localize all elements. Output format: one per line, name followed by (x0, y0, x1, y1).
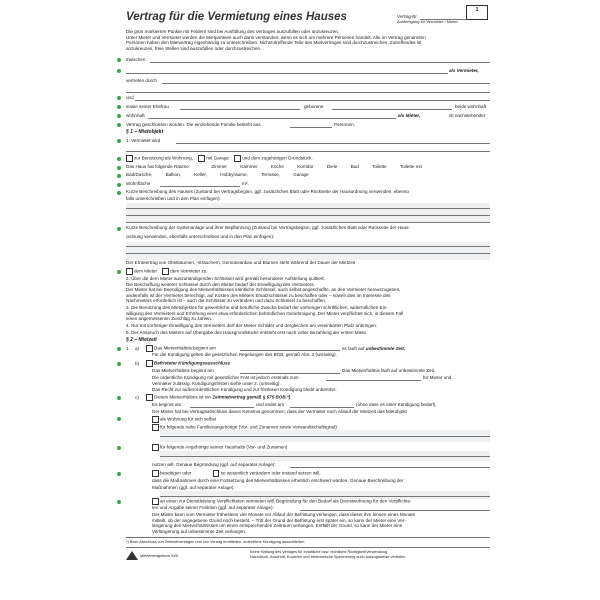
both-residing-label: beide wohnhaft (455, 104, 487, 109)
s2-b-line4: Das Recht zur außerordentlichen Kündigung und zur fristlosen Kündigung bleibt unberührt. (152, 387, 337, 392)
required-dot (117, 270, 121, 274)
s2-n1: 1. (126, 346, 130, 351)
c-line8: längerung des Mietverhältnisses um einen entsprechenden Zeitraum verlangen. Entfällt der Grund, so kann der Mieter eine (152, 523, 403, 528)
house-description: Kurze Beschreibung des Hauses (Zustand bei Vertragsbeginn, ggf. zusätzliches Blatt oder Rückseite der Hausordnung verwenden, ebenso (126, 189, 409, 194)
s1-item4: 4. Nur mit vorheriger Einwilligung des Vermieters darf der Mieter Schilder und dergleichen am vereinbarten Platz anbringen. (126, 323, 378, 328)
garden-description-2: ordnung verwenden, ebenfalls unterschreiben und in den Plan einfügen): (126, 234, 275, 239)
required-dot (117, 105, 121, 109)
with-garage-checkbox[interactable] (198, 155, 205, 162)
required-dot (117, 183, 121, 187)
c-line6: Der Mieter kann vom Vermieter frühestens vier Monate vor Ablauf der Befristung verlangen, dass dieser ihm binnen eines Monats (152, 512, 415, 517)
s1-item2: 2. Über die dem Mieter auszuhändigenden Schlüssel wird gemäß besonderer Aufstellung quittiert. (126, 276, 325, 281)
area-label: Wohnfläche (126, 181, 151, 186)
s2-a-line2: Für die Kündigung gelten die gesetzlichen Regelungen des BGB, gemäß Abs. 2 (umseitig). (152, 352, 337, 357)
c-line4: Maßnahmen (ggf. auf separater Anlage): (152, 485, 235, 490)
required-dot (117, 417, 121, 421)
required-dot (117, 362, 121, 366)
publisher-line1: Keine Haftung des Verlages für inhaltliche bzw. rechtliche Richtigkeit/Verwendung (250, 550, 388, 554)
c-line9: Verlängerung auf unbestimmte Zeit verlangen. (152, 528, 247, 534)
c-opt1-row: als Wohnung für sich selbst (152, 416, 216, 423)
resident-label: wohnhaft (126, 113, 145, 118)
s2-c: c) (135, 395, 139, 400)
c-line3: dass die Maßnahmen durch eine Fortsetzung des Mietverhältnisses erheblich erschwert würden. Genaue Beschreibung der (152, 478, 404, 483)
required-dot (117, 347, 121, 351)
publisher-line2: Nachdruck, Abschrift, Kopieren und elektronische Speicherung auch auszugsweise verboten (250, 555, 406, 559)
required-dot (117, 58, 121, 62)
required-dot (117, 191, 121, 195)
service-checkbox[interactable] (152, 498, 159, 505)
s2-c-end2: (ohne dass es einer Kündigung bedarf). (356, 402, 437, 407)
use-as-dwelling-checkbox[interactable] (126, 155, 133, 162)
area-unit: m². (242, 181, 249, 186)
s2-a: a) (135, 346, 140, 351)
required-dot (117, 500, 121, 504)
land-checkbox[interactable] (234, 155, 241, 162)
family-use-checkbox[interactable] (152, 424, 159, 431)
house-description-2: falls unterschrieben und in den Plan einfügen): (126, 196, 221, 201)
required-dot (117, 472, 121, 476)
s2-b: b) (135, 361, 140, 366)
alter-checkbox[interactable] (213, 470, 220, 477)
required-dot (117, 396, 121, 400)
c-opt2-row: für folgende nahe Familienangehörige (Vor- und Zunamen sowie Verwandtschaftsgrad) (152, 424, 337, 431)
intro-line3: Personen haben den Mietvertrag eigenhändig zu unterschreiben. Nichtzutreffende Teile des Mietvertrages sind durchzustreichen, Zutreffendes ist (126, 40, 422, 45)
use-row: zur Benutzung als Wohnung, mit Garage und dem zugehörigen Grundstück. (126, 155, 313, 162)
required-dot (117, 446, 121, 450)
required-dot (117, 139, 121, 143)
contract-number-label: Vertrag-Nr. (397, 14, 418, 19)
c-opt45-row: beseitigen oder so wesentlich verändern oder instand setzen will, (152, 470, 321, 477)
as-tenant-label: als Mieter, (398, 113, 421, 118)
garden-description-area[interactable] (126, 242, 490, 260)
between-label: Zwischen (126, 57, 146, 62)
catalog-number: Mietvertragsform 546 (140, 553, 178, 558)
c-reason: nutzen will. Genaue Begründung (ggf. auf separater Anlage): (152, 462, 276, 467)
section-1-heading: § 1 – Mietobjekt (126, 129, 164, 135)
s2-a-text2: es läuft auf unbestimmte Zeit. (342, 346, 406, 351)
s2-b-text2: Das Mietverhältnis läuft auf unbestimmte Zeit. (342, 368, 436, 373)
required-dot (117, 69, 121, 73)
s2-c-end: und endet am (256, 402, 285, 407)
s2-a-row: Das Mietverhältnis beginnt am (146, 345, 216, 352)
s2-b-heading: Befristeter Kündigungsausschluss (146, 360, 230, 367)
harvest-tenant-checkbox[interactable] (126, 268, 133, 275)
s2-b-text: Das Mietverhältnis beginnt am (152, 368, 214, 373)
section-2-heading: § 2 – Mietzeit (126, 337, 157, 343)
publisher-logo-icon (126, 551, 138, 560)
required-dot (117, 166, 121, 170)
footnote: *) Beim Abschluss von Zeitmietverträgen und von Vertrag ermittelten, ordentliche Kündigung ausschließen. (126, 540, 306, 544)
s2-c-line2: Der Mieter hat bei Vertragsabschluss davon Kenntnis genommen, dass der Vermieter nach Ablauf der Mietzeit das Mietobjekt (152, 409, 407, 414)
remove-checkbox[interactable] (152, 470, 159, 477)
concluded-text: Vertrag geschlossen worden. Die einziehende Familie besteht aus (126, 122, 261, 127)
required-dot (117, 96, 121, 100)
required-dot (117, 157, 121, 161)
and-label: und (126, 95, 134, 100)
spouse-label: sowie seiner Ehefrau (126, 104, 169, 109)
document-title: Vertrag für die Vermietung eines Hauses (126, 11, 347, 23)
s2-c-start: Es beginnt am (152, 402, 182, 407)
c-opt6-row: an einen zur Dienstleistung Verpflichteten vermieten will. Begründung für den Bedarf als Dienstwohnung für den Verpflichte- (152, 498, 412, 505)
rooms-row: Das Haus hat folgende Räume: Zimmer Kammer Küche Korridor Diele Bad Toilette Toilette mit (126, 164, 422, 169)
required-dot (117, 174, 121, 178)
intro-line1: Die grün markierten Punkte mit Feldern sind bei Ausfüllung des Vertrages auszufüllen oder anzukreuzen. (126, 29, 340, 34)
harvest-landlord-checkbox[interactable] (162, 268, 169, 275)
household-use-checkbox[interactable] (152, 444, 159, 451)
as-landlord-label: als Vermieter, (449, 68, 479, 73)
option-c-checkbox[interactable] (146, 394, 153, 401)
s1-item5: 5. Der Anspruch des Mieters auf Übergabe des Hausgrundstücks entsteht erst nach voller Bezahlung der ersten Miete. (126, 330, 368, 335)
s1-item3c: einen angemessenen Zuschlag zu zahlen. (126, 316, 213, 321)
born-label: geborene (304, 104, 324, 109)
harvest-text: Der Ernteertrag von Obstbäumen, -sträuchern, Gemüseanbau und Blumen steht während der Dauer der Mietzeit (126, 260, 356, 265)
s2-b-line3: Vermieter zulässig. Kündigungsfristen siehe unter 2. (umseitig). (152, 381, 281, 386)
s1-item2d: andernfalls ist der Vermieter berechtigt, auf Kosten des Mieters Ersatzschlüssel zu beschaffen oder – soweit dies im Interesse des (126, 292, 391, 298)
c-opt3-row: für folgende Angehörige seines Haushalts (Vor- und Zunamen) (152, 444, 287, 451)
s1-item3: 3. Die Benutzung des Mietobjektes für gewerbliche und berufliche Zwecke bedarf der vorherigen schriftlichen, widerruflichen Ein- (126, 305, 388, 310)
option-a-checkbox[interactable] (146, 345, 153, 352)
s2-b-line2b: für Mieter und (423, 375, 452, 380)
harvest-options: dem Mieter dem Vermieter zu. (126, 268, 208, 275)
c-line5: ten und Angabe seiner Funktion (ggf. auf separater Anlage): (152, 505, 274, 510)
intro-line2: Unter Mieter und Vermieter werden die Mietparteien auch dann verstanden, wenn es sich um mehrere Personen handelt. Alle im Vertrag genannten (126, 34, 426, 40)
garden-description: Kurze Beschreibung der Gartenanlage und ihrer Bepflanzung (Zustand bei Vertragsbeginn, ggf. zusätzliches Blatt oder Rückseite der Haus- (126, 225, 410, 230)
required-dot (117, 123, 121, 127)
house-description-area[interactable] (126, 203, 490, 223)
required-dot (117, 114, 121, 118)
copy-label: Ausfertigung für Vermieter / Mieter (397, 19, 458, 24)
next-as-label: ist nachstehender (449, 113, 486, 118)
self-use-checkbox[interactable] (152, 416, 159, 423)
represented-by-label: vertreten durch (126, 78, 157, 83)
option-b-checkbox[interactable] (146, 360, 153, 367)
s2-b-line2: Die ordentliche Kündigung mit gesetzlicher Frist ist jedoch erstmals zum (152, 375, 299, 380)
persons-label: Personen. (334, 122, 355, 127)
c-line7: mitteilt, ob der angegebene Grund noch besteht. – Tritt der Grund der Befristung erst später ein, so kann der Mieter eine Ver- (152, 517, 406, 523)
intro-line4: anzukreuzen, freie Stellen sind auszufüllen oder durchzustreichen. (126, 45, 262, 51)
page-number-box: 1 (466, 5, 488, 20)
s1-item2b: Die Beschaffung weiterer Schlüssel durch den Mieter bedarf der Einwilligung des Vermieters. (126, 281, 315, 287)
rooms-row-2: Bad/Dusche, Balkon, Keller, Hobbyräume, Terrasse, Garage (126, 172, 309, 177)
s1-item1: 1. Vermietet wird (126, 138, 161, 143)
s1-item3b: willigung des Vermieters und Erhöhung einer etwa erforderlichen behördlichen Genehmigung. Der Mieter verpflichtet sich, in diesem Fall (126, 310, 404, 316)
required-dot (117, 227, 121, 231)
s1-item2c: Der Mieter hat bei Beendigung des Mietverhältnisses sämtliche Schlüssel, auch selbst angeschaffte, an den Vermieter herauszugeben, (126, 287, 401, 292)
s1-item2e: Nachmieters erforderlich ist – auch die Schlösser zu verändern und dazu Schlüssel zu beschaffen. (126, 298, 327, 303)
s2-c-row: Dieses Mietverhältnis ist ein Zeitmietvertrag gemäß § 575 BGB.*) (146, 394, 290, 401)
